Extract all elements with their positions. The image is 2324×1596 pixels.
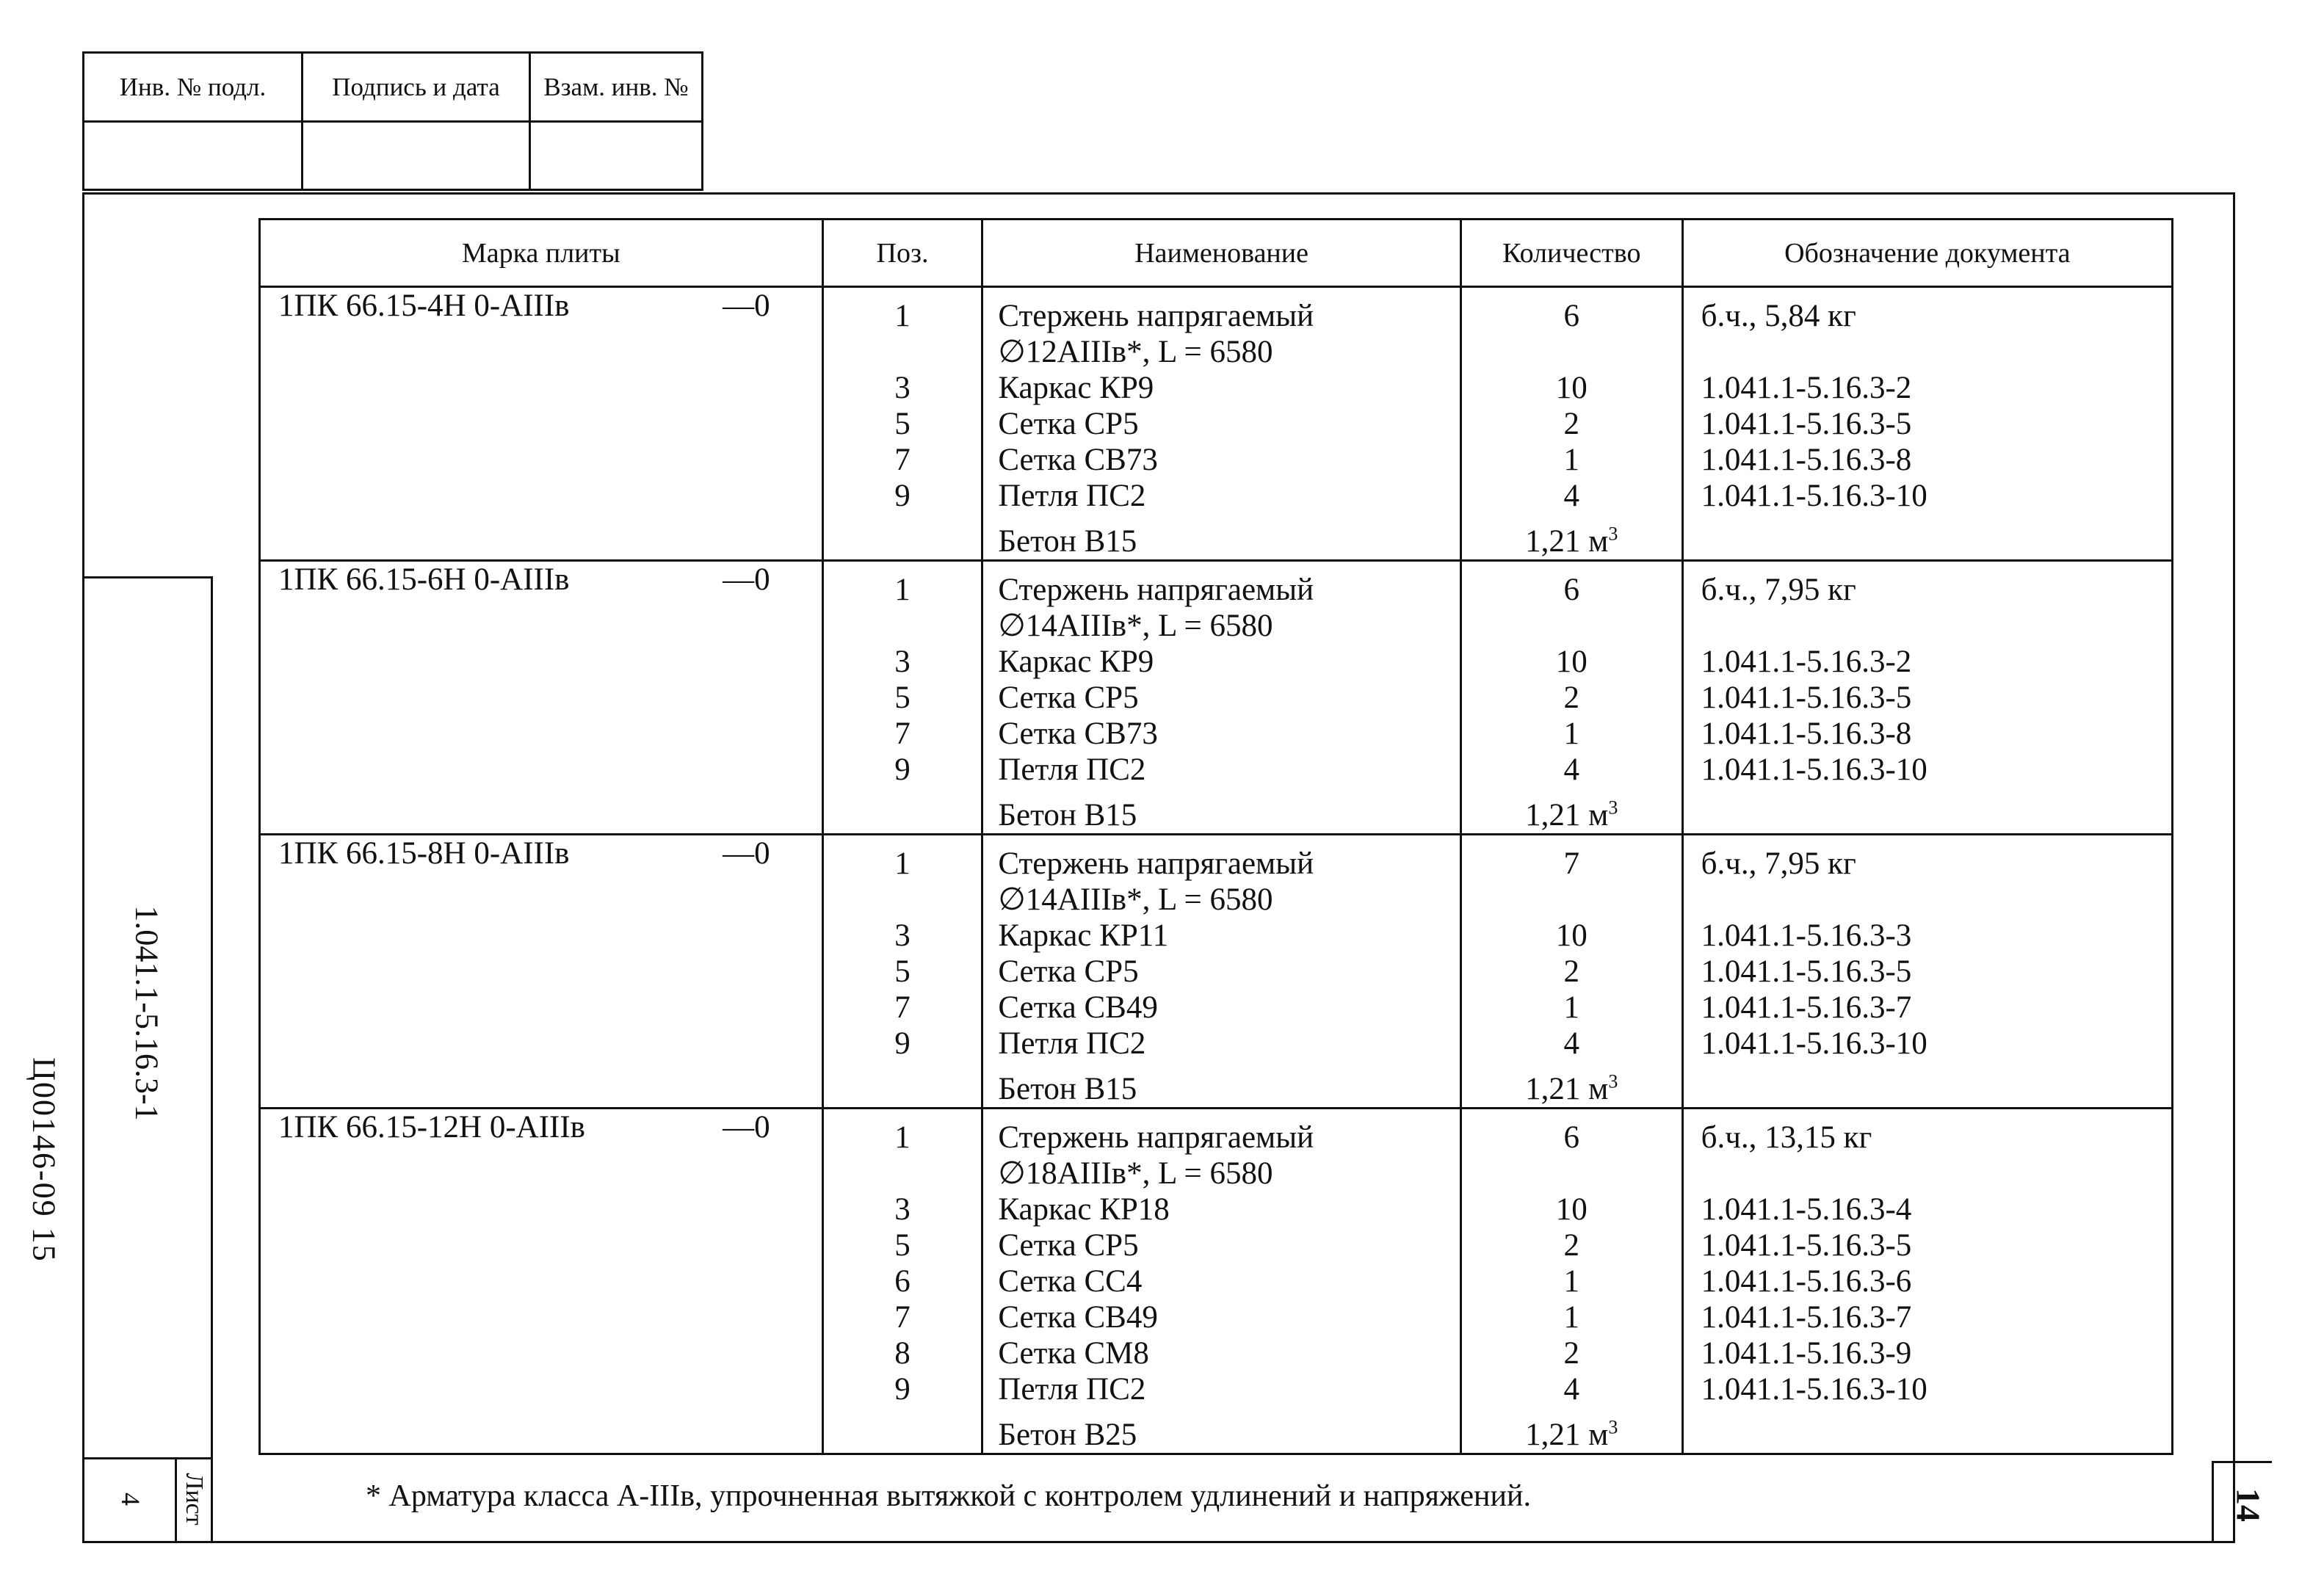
item-name: Каркас КР9 xyxy=(998,371,1154,405)
item-quantity: 1 xyxy=(1563,1300,1580,1335)
document-reference: б.ч., 13,15 кг xyxy=(1701,1120,1872,1155)
position-number: 9 xyxy=(894,479,911,513)
item-name: Сетка СР5 xyxy=(998,1228,1139,1263)
position-number: 5 xyxy=(894,1228,911,1263)
specification-table xyxy=(258,218,2173,1455)
concrete-grade: Бетон В15 xyxy=(998,798,1137,833)
item-name: Каркас КР11 xyxy=(998,918,1169,953)
item-name: Каркас КР9 xyxy=(998,645,1154,679)
position-number: 9 xyxy=(894,1026,911,1061)
item-quantity: 4 xyxy=(1563,479,1580,513)
table-group-row xyxy=(260,1109,2173,1454)
document-reference: б.ч., 5,84 кг xyxy=(1701,299,1856,333)
item-quantity xyxy=(1462,334,1682,370)
concrete-row-empty xyxy=(824,1407,982,1453)
position-number: 3 xyxy=(894,918,911,953)
slab-mark-suffix: —0 xyxy=(723,562,770,597)
position-number: 7 xyxy=(894,990,911,1025)
concrete-volume-unit-exponent: 3 xyxy=(1608,797,1618,819)
header-pos: Поз. xyxy=(822,220,982,287)
position-number: 1 xyxy=(894,573,911,607)
sheet-number: 4 xyxy=(116,1492,145,1506)
position-number: 1 xyxy=(894,299,911,333)
cell-qty xyxy=(1460,1109,1682,1454)
item-name: ∅18АIIIв*, L = 6580 xyxy=(998,1156,1273,1191)
item-name: Петля ПС2 xyxy=(998,752,1146,787)
concrete-row-empty xyxy=(1701,1062,2171,1107)
concrete-grade: Бетон В25 xyxy=(998,1418,1137,1452)
concrete-row-empty xyxy=(824,1062,982,1107)
item-name: Петля ПС2 xyxy=(998,1372,1146,1407)
header-qty: Количество xyxy=(1460,220,1682,287)
document-reference: б.ч., 7,95 кг xyxy=(1701,573,1856,607)
archive-number: Ц00146-09 15 xyxy=(26,1057,62,1263)
stamp-inv-podl-label: Инв. № подл. xyxy=(84,54,303,123)
position-number: 9 xyxy=(894,752,911,787)
document-reference: 1.041.1-5.16.3-10 xyxy=(1701,752,1927,787)
item-name: Сетка СР5 xyxy=(998,681,1139,715)
concrete-grade: Бетон В15 xyxy=(998,1072,1137,1106)
concrete-grade: Бетон В15 xyxy=(998,524,1137,559)
cell-pos xyxy=(822,561,982,835)
document-reference: 1.041.1-5.16.3-3 xyxy=(1701,918,1912,953)
item-quantity: 2 xyxy=(1563,1336,1580,1371)
cell-slab-mark xyxy=(260,1109,823,1454)
item-name: Сетка СВ73 xyxy=(998,717,1158,751)
slab-mark: 1ПК 66.15-12Н 0-АIIIв xyxy=(278,1110,585,1145)
document-reference: 1.041.1-5.16.3-6 xyxy=(1701,1264,1912,1299)
item-quantity: 1 xyxy=(1563,443,1580,477)
side-document-code: 1.041.1-5.16.3-1 xyxy=(128,905,165,1121)
item-name: Каркас КР18 xyxy=(998,1192,1170,1227)
item-name: Петля ПС2 xyxy=(998,479,1146,513)
position-number: 3 xyxy=(894,645,911,679)
item-name: Сетка СВ73 xyxy=(998,443,1158,477)
item-quantity xyxy=(1462,608,1682,644)
document-reference: 1.041.1-5.16.3-8 xyxy=(1701,717,1912,751)
position-number xyxy=(824,1156,982,1191)
item-name: Сетка СМ8 xyxy=(998,1336,1149,1371)
concrete-row-empty xyxy=(1701,1407,2171,1453)
page-number: 14 xyxy=(2229,1488,2267,1522)
item-quantity: 2 xyxy=(1563,681,1580,715)
concrete-volume xyxy=(1462,788,1682,833)
footnote: * Арматура класса А-IIIв, упрочненная вытяжкой с контролем удлинений и напряжений. xyxy=(366,1479,1531,1513)
position-number: 5 xyxy=(894,407,911,441)
document-reference: 1.041.1-5.16.3-7 xyxy=(1701,1300,1912,1335)
position-number: 1 xyxy=(894,846,911,881)
concrete-volume xyxy=(1462,1407,1682,1453)
item-quantity: 1 xyxy=(1563,990,1580,1025)
table-group-row xyxy=(260,561,2173,835)
item-name: Стержень напрягаемый xyxy=(998,846,1314,881)
position-number: 5 xyxy=(894,954,911,989)
document-reference: 1.041.1-5.16.3-5 xyxy=(1701,954,1912,989)
item-quantity: 4 xyxy=(1563,752,1580,787)
item-quantity: 6 xyxy=(1563,573,1580,607)
header-doc: Обозначение документа xyxy=(1682,220,2172,287)
slab-mark-suffix: —0 xyxy=(723,289,770,323)
document-reference xyxy=(1701,608,2171,644)
position-number: 1 xyxy=(894,1120,911,1155)
item-quantity: 10 xyxy=(1555,918,1588,953)
document-reference: 1.041.1-5.16.3-10 xyxy=(1701,1026,1927,1061)
stamp-inv-podl-value xyxy=(84,123,303,191)
item-quantity: 10 xyxy=(1555,645,1588,679)
position-number xyxy=(824,334,982,370)
item-quantity: 2 xyxy=(1563,1228,1580,1263)
position-number: 3 xyxy=(894,1192,911,1227)
table-group-row xyxy=(260,835,2173,1109)
item-quantity: 2 xyxy=(1563,407,1580,441)
item-quantity: 1 xyxy=(1563,1264,1580,1299)
position-number xyxy=(824,882,982,918)
position-number: 7 xyxy=(894,1300,911,1335)
item-name: ∅12АIIIв*, L = 6580 xyxy=(998,335,1273,369)
cell-slab-mark xyxy=(260,835,823,1109)
document-reference: 1.041.1-5.16.3-5 xyxy=(1701,407,1912,441)
item-name: Сетка СР5 xyxy=(998,407,1139,441)
document-reference xyxy=(1701,882,2171,918)
document-reference xyxy=(1701,334,2171,370)
cell-name xyxy=(982,835,1461,1109)
item-name: Сетка СС4 xyxy=(998,1264,1143,1299)
sheet-box-divider xyxy=(175,1457,177,1543)
item-name: Стержень напрягаемый xyxy=(998,299,1314,333)
table-body xyxy=(260,287,2173,1454)
position-number: 9 xyxy=(894,1372,911,1407)
cell-name xyxy=(982,287,1461,561)
position-number: 7 xyxy=(894,717,911,751)
document-reference: 1.041.1-5.16.3-7 xyxy=(1701,990,1912,1025)
cell-name xyxy=(982,1109,1461,1454)
document-reference: 1.041.1-5.16.3-2 xyxy=(1701,371,1912,405)
item-quantity: 1 xyxy=(1563,717,1580,751)
stamp-replacement-inv-value xyxy=(531,123,701,191)
slab-mark: 1ПК 66.15-6Н 0-АIIIв xyxy=(278,562,570,597)
item-quantity: 6 xyxy=(1563,1120,1580,1155)
slab-mark-suffix: —0 xyxy=(723,836,770,871)
cell-name xyxy=(982,561,1461,835)
concrete-volume-unit-exponent: 3 xyxy=(1608,1070,1618,1092)
concrete-row-empty xyxy=(1701,514,2171,559)
concrete-volume xyxy=(1462,514,1682,559)
item-name: Петля ПС2 xyxy=(998,1026,1146,1061)
document-reference: 1.041.1-5.16.3-8 xyxy=(1701,443,1912,477)
concrete-volume-value: 1,21 м xyxy=(1525,1072,1609,1106)
concrete-row-empty xyxy=(1701,788,2171,833)
item-name: Стержень напрягаемый xyxy=(998,573,1314,607)
cell-doc xyxy=(1682,1109,2172,1454)
document-reference: 1.041.1-5.16.3-10 xyxy=(1701,479,1927,513)
concrete-row-empty xyxy=(824,514,982,559)
cell-doc xyxy=(1682,561,2172,835)
header-mark: Марка плиты xyxy=(260,220,823,287)
concrete-volume xyxy=(1462,1062,1682,1107)
item-name: ∅14АIIIв*, L = 6580 xyxy=(998,882,1273,917)
position-number: 7 xyxy=(894,443,911,477)
cell-qty xyxy=(1460,561,1682,835)
item-quantity xyxy=(1462,882,1682,918)
item-name: ∅14АIIIв*, L = 6580 xyxy=(998,609,1273,643)
slab-mark: 1ПК 66.15-8Н 0-АIIIв xyxy=(278,836,570,871)
slab-mark-suffix: —0 xyxy=(723,1110,770,1145)
item-name: Сетка СР5 xyxy=(998,954,1139,989)
document-reference: 1.041.1-5.16.3-5 xyxy=(1701,681,1912,715)
document-reference: 1.041.1-5.16.3-9 xyxy=(1701,1336,1912,1371)
cell-pos xyxy=(822,287,982,561)
concrete-row-empty xyxy=(824,788,982,833)
position-number: 8 xyxy=(894,1336,911,1371)
stamp-signature-date-value xyxy=(303,123,531,191)
item-quantity: 2 xyxy=(1563,954,1580,989)
concrete-volume-value: 1,21 м xyxy=(1525,1418,1609,1452)
cell-doc xyxy=(1682,835,2172,1109)
cell-slab-mark xyxy=(260,287,823,561)
item-quantity: 4 xyxy=(1563,1372,1580,1407)
concrete-volume-unit-exponent: 3 xyxy=(1608,1416,1618,1438)
approval-stamp xyxy=(82,51,703,191)
table-header-row xyxy=(260,220,2173,287)
table-group-row xyxy=(260,287,2173,561)
cell-pos xyxy=(822,835,982,1109)
position-number xyxy=(824,608,982,644)
concrete-volume-value: 1,21 м xyxy=(1525,524,1609,559)
item-name: Сетка СВ49 xyxy=(998,990,1158,1025)
stamp-replacement-inv-label: Взам. инв. № xyxy=(531,54,701,123)
concrete-volume-unit-exponent: 3 xyxy=(1608,523,1618,545)
item-quantity: 10 xyxy=(1555,1192,1588,1227)
stamp-signature-date-label: Подпись и дата xyxy=(303,54,531,123)
cell-qty xyxy=(1460,287,1682,561)
document-reference: 1.041.1-5.16.3-5 xyxy=(1701,1228,1912,1263)
item-quantity: 4 xyxy=(1563,1026,1580,1061)
item-quantity: 7 xyxy=(1563,846,1580,881)
document-reference xyxy=(1701,1156,2171,1191)
document-reference: б.ч., 7,95 кг xyxy=(1701,846,1856,881)
slab-mark: 1ПК 66.15-4Н 0-АIIIв xyxy=(278,289,570,323)
item-quantity xyxy=(1462,1156,1682,1191)
document-reference: 1.041.1-5.16.3-10 xyxy=(1701,1372,1927,1407)
concrete-volume-value: 1,21 м xyxy=(1525,798,1609,833)
cell-pos xyxy=(822,1109,982,1454)
position-number: 3 xyxy=(894,371,911,405)
cell-doc xyxy=(1682,287,2172,561)
position-number: 6 xyxy=(894,1264,911,1299)
document-reference: 1.041.1-5.16.3-4 xyxy=(1701,1192,1912,1227)
cell-slab-mark xyxy=(260,561,823,835)
header-name: Наименование xyxy=(982,220,1461,287)
sheet-label: Лист xyxy=(181,1473,208,1526)
document-reference: 1.041.1-5.16.3-2 xyxy=(1701,645,1912,679)
item-name: Стержень напрягаемый xyxy=(998,1120,1314,1155)
item-quantity: 6 xyxy=(1563,299,1580,333)
position-number: 5 xyxy=(894,681,911,715)
item-name: Сетка СВ49 xyxy=(998,1300,1158,1335)
cell-qty xyxy=(1460,835,1682,1109)
item-quantity: 10 xyxy=(1555,371,1588,405)
